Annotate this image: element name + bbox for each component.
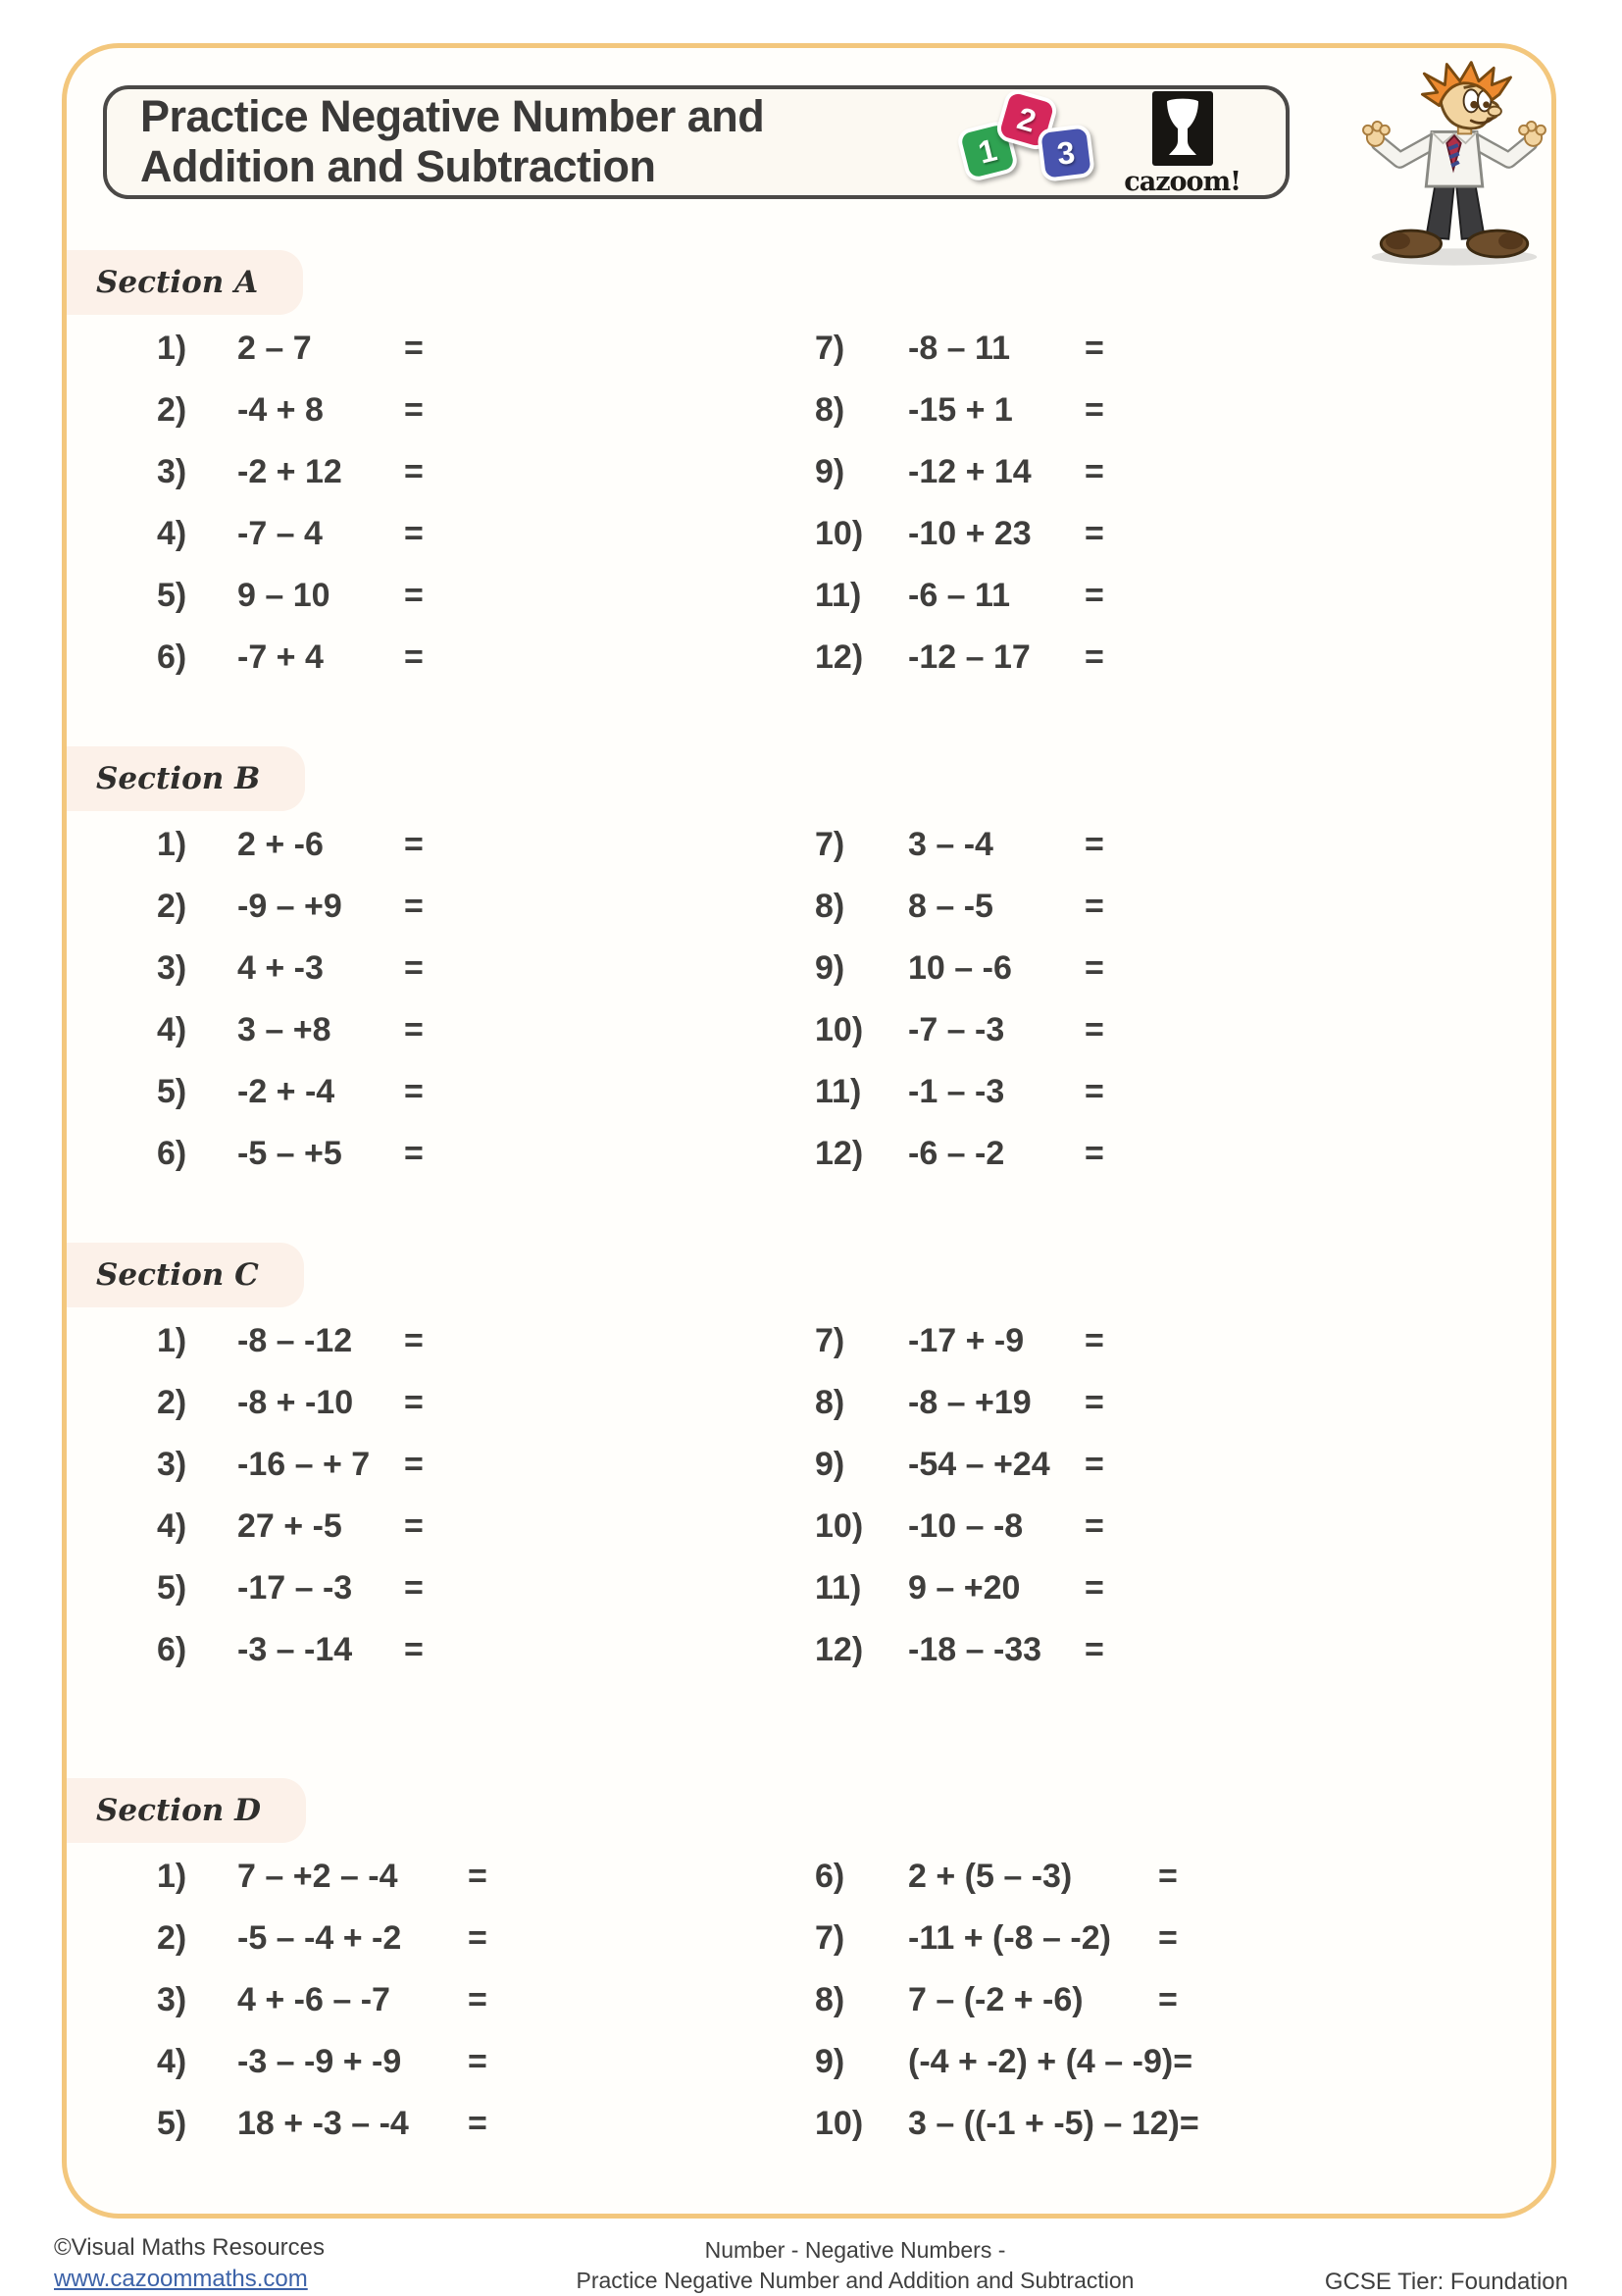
problem-number: 12): [815, 638, 864, 676]
problem-number: 1): [157, 330, 187, 367]
problem-number: 11): [815, 1569, 862, 1607]
website-link[interactable]: www.cazoommaths.com: [54, 2266, 308, 2293]
page-title: [107, 92, 961, 192]
problem-row: [815, 452, 1551, 491]
problem-expression: -16 – + 7: [237, 1446, 371, 1483]
problem-expression: 18 + -3 – -4: [237, 2105, 409, 2142]
problem-expression: 8 – -5: [908, 888, 993, 925]
problems-column-right: [809, 825, 1551, 1196]
problem-number: 9): [815, 453, 845, 490]
equals-sign: =: [1085, 638, 1104, 676]
problem-expression: -12 – 17: [908, 638, 1031, 676]
equals-sign: =: [1158, 1981, 1178, 2018]
problem-row: [157, 1010, 809, 1049]
equals-sign: =: [404, 515, 424, 552]
problem-row: [815, 638, 1551, 677]
problem-row: [157, 576, 809, 615]
equals-sign: =: [404, 826, 424, 863]
equals-sign: =: [404, 1384, 424, 1421]
problem-row: [157, 1630, 809, 1669]
problem-row: [815, 1321, 1551, 1360]
problem-expression: -17 – -3: [237, 1569, 353, 1607]
equals-sign: =: [1085, 577, 1104, 614]
problem-row: [815, 1568, 1551, 1607]
problem-number: 2): [157, 391, 187, 429]
problem-expression: 27 + -5: [237, 1507, 342, 1545]
equals-sign: =: [468, 2105, 487, 2142]
equals-sign: =: [468, 1919, 487, 1957]
problem-row: [157, 390, 809, 430]
problem-number: 12): [815, 1135, 864, 1172]
problem-row: [157, 1918, 809, 1958]
problem-row: [157, 2104, 809, 2143]
equals-sign: =: [1158, 1858, 1178, 1895]
problem-number: 8): [815, 1981, 845, 2018]
problems-column-left: [67, 1857, 809, 2166]
problem-expression: 3 – -4: [908, 826, 993, 863]
problem-number: 4): [157, 2043, 187, 2080]
problem-number: 8): [815, 1384, 845, 1421]
problem-expression: -5 – -4 + -2: [237, 1919, 402, 1957]
problem-expression: -7 – 4: [237, 515, 323, 552]
problem-number: 5): [157, 2105, 187, 2142]
cazoom-wordmark: cazoom!: [1124, 167, 1241, 197]
equals-sign: =: [1085, 391, 1104, 429]
problem-expression: -7 + 4: [237, 638, 324, 676]
equals-sign: =: [1085, 330, 1104, 367]
problem-row: [157, 887, 809, 926]
problem-row: [157, 514, 809, 553]
problem-expression: 9 – 10: [237, 577, 330, 614]
equals-sign: =: [468, 2043, 487, 2080]
equals-sign: =: [1085, 1384, 1104, 1421]
problem-number: 4): [157, 515, 187, 552]
problem-expression: 10 – -6: [908, 949, 1012, 987]
problem-number: 7): [815, 826, 845, 863]
problem-expression: -4 + 8: [237, 391, 324, 429]
problem-expression: -8 – -12: [237, 1322, 353, 1359]
equals-sign: =: [1085, 1507, 1104, 1545]
problems-column-left: [67, 329, 809, 699]
problem-row: [157, 1383, 809, 1422]
equals-sign: =: [404, 888, 424, 925]
problem-number: 10): [815, 515, 864, 552]
problem-expression: -8 – +19: [908, 1384, 1032, 1421]
problem-number: 1): [157, 826, 187, 863]
goblet-icon: [1152, 91, 1213, 166]
problem-number: 10): [815, 1507, 864, 1545]
equals-sign: =: [404, 1073, 424, 1110]
page-title-line2: Addition and Subtraction: [140, 141, 656, 191]
section-label: Section A: [67, 250, 303, 315]
problem-expression: -6 – -2: [908, 1135, 1005, 1172]
equals-sign: =: [404, 453, 424, 490]
problem-number: 11): [815, 577, 862, 614]
problem-number: 7): [815, 1322, 845, 1359]
problem-row: [815, 825, 1551, 864]
problem-row: [815, 2042, 1551, 2081]
problem-expression: 3 – +8: [237, 1011, 331, 1048]
problem-number: 4): [157, 1011, 187, 1048]
section-d: [67, 1778, 1551, 2166]
problem-number: 2): [157, 1919, 187, 1957]
problem-number: 4): [157, 1507, 187, 1545]
problem-expression: -2 + 12: [237, 453, 342, 490]
problem-expression: 7 – +2 – -4: [237, 1858, 398, 1895]
problems-column-left: [67, 1321, 809, 1692]
equals-sign: =: [1085, 1135, 1104, 1172]
problem-number: 3): [157, 949, 187, 987]
problem-expression: -17 + -9: [908, 1322, 1025, 1359]
problem-row: [815, 514, 1551, 553]
problem-row: [157, 452, 809, 491]
equals-sign: =: [404, 949, 424, 987]
equals-sign: =: [1085, 1446, 1104, 1483]
problem-number: 6): [815, 1858, 845, 1895]
worksheet-frame: [62, 43, 1556, 2219]
section-a: [67, 250, 1551, 699]
equals-sign: =: [404, 1507, 424, 1545]
problem-expression: -15 + 1: [908, 391, 1013, 429]
problem-number: 8): [815, 888, 845, 925]
problem-number: 5): [157, 577, 187, 614]
equals-sign: =: [1085, 888, 1104, 925]
problem-row: [815, 1010, 1551, 1049]
equals-sign: =: [468, 1981, 487, 2018]
problem-row: [815, 329, 1551, 368]
problem-number: 2): [157, 888, 187, 925]
tier-label: GCSE Tier: Foundation: [1324, 2268, 1568, 2295]
equals-sign: =: [404, 1135, 424, 1172]
problem-expression: -2 + -4: [237, 1073, 335, 1110]
problem-row: [815, 887, 1551, 926]
equals-sign: =: [1085, 1569, 1104, 1607]
problem-number: 11): [815, 1073, 862, 1110]
equals-sign: =: [404, 577, 424, 614]
problems-column-right: [809, 1857, 1551, 2166]
section-b: [67, 746, 1551, 1196]
problem-expression: 2 + -6: [237, 826, 324, 863]
problem-row: [815, 1857, 1551, 1896]
problem-number: 12): [815, 1631, 864, 1668]
problem-row: [157, 638, 809, 677]
number-tile-1-icon: 1: [956, 119, 1020, 182]
equals-sign: =: [1085, 1011, 1104, 1048]
problem-expression: 3 – ((-1 + -5) – 12): [908, 2105, 1180, 2142]
problem-number: 5): [157, 1073, 187, 1110]
problem-number: 1): [157, 1858, 187, 1895]
equals-sign: =: [1173, 2043, 1193, 2080]
problem-expression: -6 – 11: [908, 577, 1010, 614]
problem-row: [815, 1072, 1551, 1111]
equals-sign: =: [1158, 1919, 1178, 1957]
section-label: Section B: [67, 746, 305, 811]
footer-topic-line2: Practice Negative Number and Addition and Subtraction: [576, 2267, 1135, 2293]
problem-expression: -10 + 23: [908, 515, 1032, 552]
problem-number: 6): [157, 1135, 187, 1172]
equals-sign: =: [404, 1631, 424, 1668]
worksheet-header: [103, 85, 1290, 199]
problem-row: [157, 1980, 809, 2019]
problem-expression: -18 – -33: [908, 1631, 1042, 1668]
equals-sign: =: [1085, 1073, 1104, 1110]
equals-sign: =: [404, 1446, 424, 1483]
equals-sign: =: [1179, 2105, 1199, 2142]
problem-row: [815, 1918, 1551, 1958]
footer-credits: [54, 2232, 466, 2296]
section-c: [67, 1243, 1551, 1692]
problem-row: [815, 1630, 1551, 1669]
problem-expression: -12 + 14: [908, 453, 1032, 490]
number-tile-2-icon: 2: [994, 87, 1060, 153]
equals-sign: =: [404, 1569, 424, 1607]
equals-sign: =: [1085, 826, 1104, 863]
equals-sign: =: [404, 330, 424, 367]
problem-expression: -10 – -8: [908, 1507, 1024, 1545]
worksheet-footer: [0, 2232, 1622, 2296]
equals-sign: =: [404, 638, 424, 676]
problem-expression: (-4 + -2) + (4 – -9): [908, 2043, 1174, 2080]
problem-number: 2): [157, 1384, 187, 1421]
problem-row: [157, 1134, 809, 1173]
problem-number: 7): [815, 330, 845, 367]
problem-expression: -7 – -3: [908, 1011, 1005, 1048]
problem-expression: -11 + (-8 – -2): [908, 1919, 1111, 1957]
problem-expression: -3 – -14: [237, 1631, 353, 1668]
problem-row: [157, 2042, 809, 2081]
section-label: Section C: [67, 1243, 304, 1307]
problem-row: [157, 1321, 809, 1360]
problem-number: 9): [815, 2043, 845, 2080]
problem-expression: 4 + -6 – -7: [237, 1981, 390, 2018]
problem-expression: -8 – 11: [908, 330, 1010, 367]
equals-sign: =: [1085, 515, 1104, 552]
problem-row: [157, 1072, 809, 1111]
problem-row: [815, 1506, 1551, 1546]
section-label: Section D: [67, 1778, 306, 1843]
problem-number: 5): [157, 1569, 187, 1607]
problem-number: 3): [157, 1981, 187, 2018]
equals-sign: =: [404, 1011, 424, 1048]
cazoom-logo: [1124, 91, 1241, 197]
problem-expression: -1 – -3: [908, 1073, 1005, 1110]
problem-number: 9): [815, 1446, 845, 1483]
problem-expression: -5 – +5: [237, 1135, 342, 1172]
problem-expression: -8 + -10: [237, 1384, 354, 1421]
problem-expression: 2 – 7: [237, 330, 312, 367]
problem-row: [157, 948, 809, 988]
problems-column-left: [67, 825, 809, 1196]
problem-row: [157, 329, 809, 368]
problems-column-right: [809, 329, 1551, 699]
problem-row: [157, 825, 809, 864]
problem-row: [815, 1445, 1551, 1484]
footer-topic: [466, 2235, 1244, 2296]
equals-sign: =: [1085, 949, 1104, 987]
problem-row: [815, 2104, 1551, 2143]
problem-row: [157, 1506, 809, 1546]
problem-number: 6): [157, 638, 187, 676]
problem-number: 10): [815, 1011, 864, 1048]
problem-expression: -3 – -9 + -9: [237, 2043, 402, 2080]
problem-expression: 7 – (-2 + -6): [908, 1981, 1084, 2018]
brand-logos: [961, 87, 1286, 197]
copyright-text: ©Visual Maths Resources: [54, 2234, 326, 2261]
problem-expression: 9 – +20: [908, 1569, 1021, 1607]
problem-number: 10): [815, 2105, 864, 2142]
problem-row: [157, 1568, 809, 1607]
problem-row: [815, 1383, 1551, 1422]
worksheet-sections: [67, 199, 1551, 2166]
problem-number: 1): [157, 1322, 187, 1359]
problem-number: 3): [157, 1446, 187, 1483]
problems-column-right: [809, 1321, 1551, 1692]
equals-sign: =: [1085, 453, 1104, 490]
problem-row: [815, 390, 1551, 430]
problem-expression: -54 – +24: [908, 1446, 1050, 1483]
problem-number: 9): [815, 949, 845, 987]
problem-expression: -9 – +9: [237, 888, 342, 925]
problem-row: [815, 1980, 1551, 2019]
numbers-123-logo: [961, 93, 1085, 191]
equals-sign: =: [468, 1858, 487, 1895]
problem-number: 7): [815, 1919, 845, 1957]
problem-row: [157, 1857, 809, 1896]
equals-sign: =: [1085, 1631, 1104, 1668]
footer-topic-line1: Number - Negative Numbers -: [704, 2236, 1006, 2263]
page-title-line1: Practice Negative Number and: [140, 91, 765, 142]
problem-number: 3): [157, 453, 187, 490]
problem-expression: 2 + (5 – -3): [908, 1858, 1073, 1895]
problem-number: 6): [157, 1631, 187, 1668]
problem-row: [157, 1445, 809, 1484]
problem-number: 8): [815, 391, 845, 429]
equals-sign: =: [404, 391, 424, 429]
number-tile-3-icon: 3: [1037, 124, 1095, 182]
problem-row: [815, 576, 1551, 615]
problem-expression: 4 + -3: [237, 949, 324, 987]
problem-row: [815, 948, 1551, 988]
problem-row: [815, 1134, 1551, 1173]
equals-sign: =: [404, 1322, 424, 1359]
equals-sign: =: [1085, 1322, 1104, 1359]
